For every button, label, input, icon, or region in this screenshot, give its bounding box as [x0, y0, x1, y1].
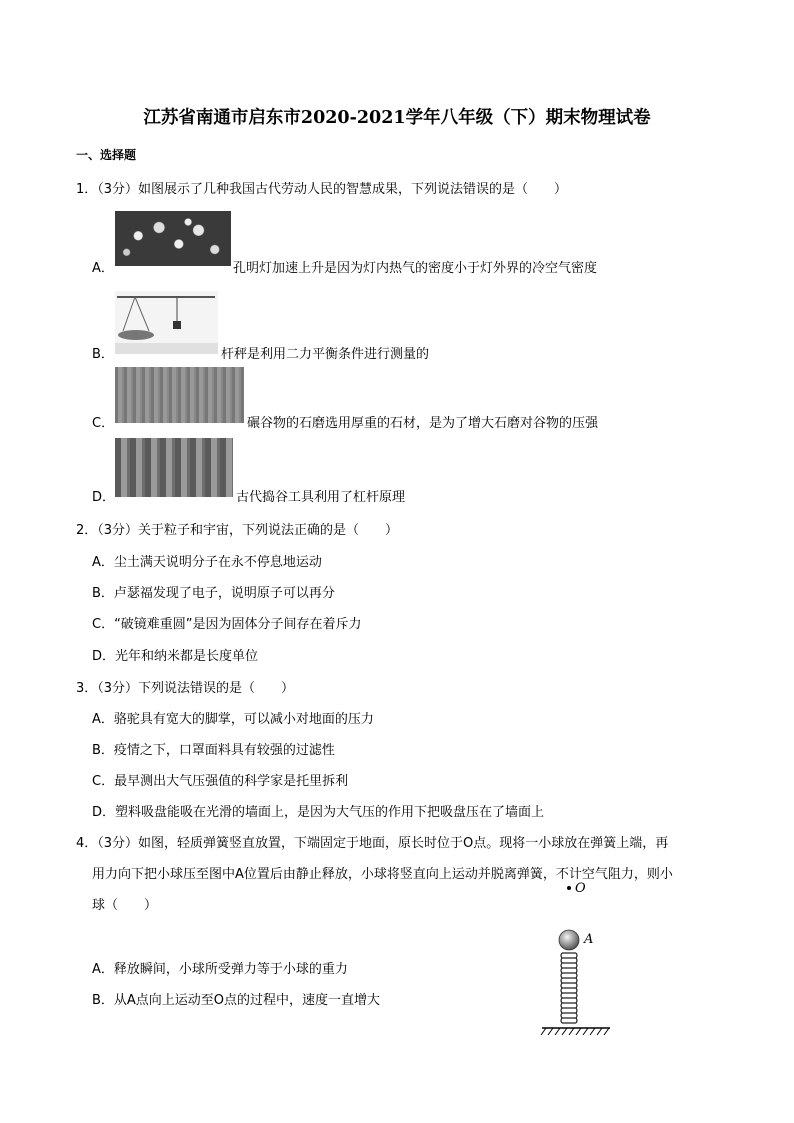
page-title: 江苏省南通市启东市2020-2021学年八年级（下）期末物理试卷 — [143, 108, 651, 128]
q1-option-c-text: 碾谷物的石磨选用厚重的石材，是为了增大石磨对谷物的压强 — [247, 416, 599, 431]
section-heading: 一、选择题 — [76, 148, 137, 162]
q2-option-c: C．“破镜难重圆”是因为固体分子间存在着斥力 — [92, 617, 362, 632]
q2-option-a: A．尘土满天说明分子在永不停息地运动 — [92, 555, 322, 570]
question-1-stem: 1．（3分）如图展示了几种我国古代劳动人民的智慧成果，下列说法错误的是（ ） — [76, 182, 568, 197]
grain-pounder-image — [115, 438, 233, 497]
stone-mill-image — [115, 367, 244, 423]
question-4-stem-line-2: 用力向下把小球压至图中A位置后由静止释放，小球将竖直向上运动并脱离弹簧，不计空气阻力，则小 — [92, 867, 673, 882]
q2-option-d: D．光年和纳米都是长度单位 — [92, 649, 259, 664]
point-a-label: A — [584, 932, 594, 947]
q3-option-d: D．塑料吸盘能吸在光滑的墙面上，是因为大气压的作用下把吸盘压在了墙面上 — [92, 805, 545, 820]
q1-option-d-text: 古代捣谷工具利用了杠杆原理 — [236, 490, 406, 505]
question-4-stem-line-1: 4．（3分）如图，轻质弹簧竖直放置，下端固定于地面，原长时位于O点。现将一小球放在弹簧上端，再 — [76, 836, 669, 851]
q1-option-b-text: 杆秤是利用二力平衡条件进行测量的 — [221, 347, 430, 362]
q3-option-a: A．骆驼具有宽大的脚掌，可以减小对地面的压力 — [92, 712, 374, 727]
q3-option-c: C．最早测出大气压强值的科学家是托里拆利 — [92, 774, 349, 789]
sky-lantern-image — [115, 211, 231, 266]
question-3-stem: 3．（3分）下列说法错误的是（ ） — [76, 681, 295, 696]
q1-option-b-label: B． — [92, 347, 114, 362]
ground-hatch — [541, 1028, 609, 1035]
steelyard-image — [115, 291, 218, 354]
q1-option-d-label: D． — [92, 490, 116, 505]
spring — [561, 953, 577, 1023]
spring-ball-figure — [536, 876, 616, 1041]
q1-option-c-label: C． — [92, 416, 115, 431]
q4-option-a: A．释放瞬间，小球所受弹力等于小球的重力 — [92, 962, 348, 977]
question-2-stem: 2．（3分）关于粒子和宇宙，下列说法正确的是（ ） — [76, 523, 399, 538]
q1-option-a-label: A． — [92, 261, 114, 276]
question-4-stem-line-3: 球（ ） — [92, 898, 158, 913]
q1-option-a-text: 孔明灯加速上升是因为灯内热气的密度小于灯外界的冷空气密度 — [233, 261, 598, 276]
q4-option-b: B．从A点向上运动至O点的过程中，速度一直增大 — [92, 993, 381, 1008]
q3-option-b: B．疫情之下，口罩面料具有较强的过滤性 — [92, 743, 335, 758]
point-o-label: O — [575, 881, 586, 896]
point-o-dot — [567, 886, 571, 890]
ball — [559, 930, 579, 950]
q2-option-b: B．卢瑟福发现了电子，说明原子可以再分 — [92, 586, 335, 601]
